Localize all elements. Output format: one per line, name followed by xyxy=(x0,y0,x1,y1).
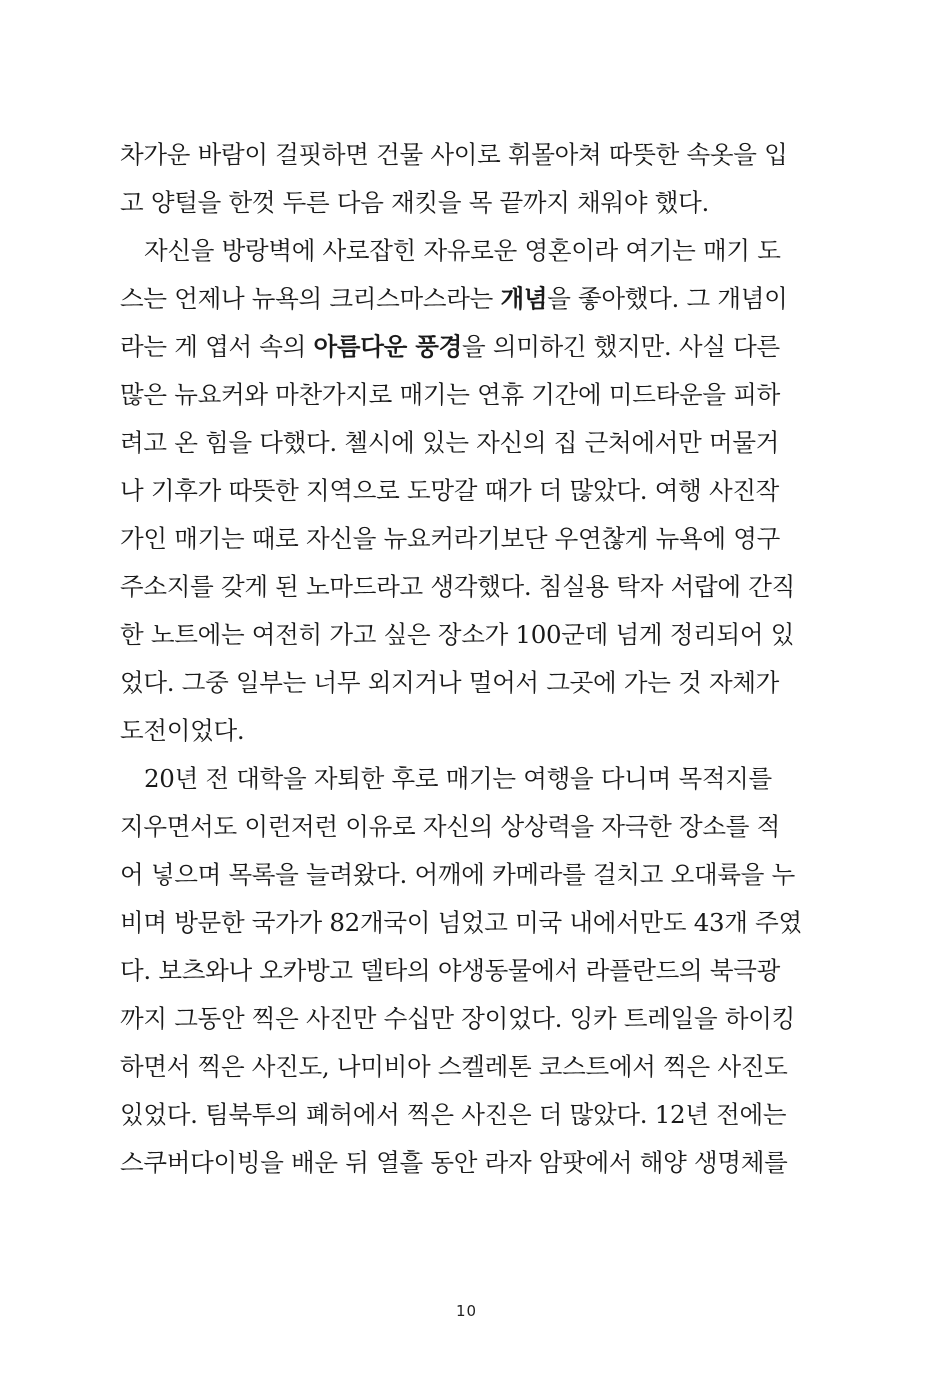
body-text xyxy=(120,131,802,1187)
text-segment: 자신을 방랑벽에 사로잡힌 자유로운 영혼이라 여기는 매기 도 xyxy=(144,236,781,265)
text-segment: 한 노트에는 여전히 가고 싶은 장소가 100군데 넘게 정리되어 있 xyxy=(120,620,795,649)
text-segment: 을 의미하긴 했지만. 사실 다른 xyxy=(461,332,780,361)
text-line xyxy=(120,1139,788,1187)
text-line xyxy=(120,227,781,275)
text-segment: 도전이었다. xyxy=(120,716,245,745)
text-segment: 다. 보츠와나 오카방고 델타의 야생동물에서 라플란드의 북극광 xyxy=(120,956,780,985)
text-line xyxy=(120,323,780,371)
text-line xyxy=(120,899,802,947)
text-segment: 차가운 바람이 걸핏하면 건물 사이로 휘몰아쳐 따뜻한 속옷을 입 xyxy=(120,140,788,169)
text-segment: 고 양털을 한껏 두른 다음 재킷을 목 끝까지 채워야 했다. xyxy=(120,188,709,217)
text-line xyxy=(120,419,780,467)
text-line xyxy=(120,515,780,563)
text-line xyxy=(120,707,752,755)
text-segment: 20년 전 대학을 자퇴한 후로 매기는 여행을 다니며 목적지를 xyxy=(144,764,772,793)
text-segment: 어 넣으며 목록을 늘려왔다. 어깨에 카메라를 걸치고 오대륙을 누 xyxy=(120,860,795,889)
text-segment: 을 좋아했다. 그 개념이 xyxy=(547,284,788,313)
text-segment: 주소지를 갖게 된 노마드라고 생각했다. 침실용 탁자 서랍에 간직 xyxy=(120,572,795,601)
paragraph xyxy=(120,131,788,227)
paragraph xyxy=(120,227,795,755)
text-line xyxy=(120,851,795,899)
text-segment: 스는 언제나 뉴욕의 크리스마스라는 xyxy=(120,284,501,313)
text-line xyxy=(120,755,772,803)
text-segment: 있었다. 팀북투의 폐허에서 찍은 사진은 더 많았다. 12년 전에는 xyxy=(120,1100,787,1129)
paragraph xyxy=(120,755,802,1187)
text-segment: 많은 뉴요커와 마찬가지로 매기는 연휴 기간에 미드타운을 피하 xyxy=(120,380,780,409)
text-line xyxy=(120,947,780,995)
text-line xyxy=(120,275,788,323)
text-segment: 비며 방문한 국가가 82개국이 넘었고 미국 내에서만도 43개 주였 xyxy=(120,908,802,937)
text-segment: 까지 그동안 찍은 사진만 수십만 장이었다. 잉카 트레일을 하이킹 xyxy=(120,1004,795,1033)
text-line xyxy=(120,611,795,659)
text-line xyxy=(120,803,780,851)
emphasized-text: 개념 xyxy=(500,284,548,313)
emphasized-text: 아름다운 풍경 xyxy=(313,332,462,361)
text-line xyxy=(120,179,752,227)
text-segment: 스쿠버다이빙을 배운 뒤 열흘 동안 라자 암팟에서 해양 생명체를 xyxy=(120,1148,788,1177)
text-line xyxy=(120,563,795,611)
text-line xyxy=(120,371,780,419)
text-line xyxy=(120,659,780,707)
text-segment: 지우면서도 이런저런 이유로 자신의 상상력을 자극한 장소를 적 xyxy=(120,812,780,841)
text-line xyxy=(120,995,795,1043)
text-segment: 하면서 찍은 사진도, 나미비아 스켈레톤 코스트에서 찍은 사진도 xyxy=(120,1052,788,1081)
text-line xyxy=(120,1043,788,1091)
text-segment: 었다. 그중 일부는 너무 외지거나 멀어서 그곳에 가는 것 자체가 xyxy=(120,668,780,697)
text-segment: 나 기후가 따뜻한 지역으로 도망갈 때가 더 많았다. 여행 사진작 xyxy=(120,476,780,505)
text-segment: 가인 매기는 때로 자신을 뉴요커라기보단 우연찮게 뉴욕에 영구 xyxy=(120,524,780,553)
text-segment: 려고 온 힘을 다했다. 첼시에 있는 자신의 집 근처에서만 머물거 xyxy=(120,428,780,457)
text-line xyxy=(120,131,788,179)
text-segment: 라는 게 엽서 속의 xyxy=(120,332,314,361)
page-number: 10 xyxy=(455,1302,478,1320)
text-line xyxy=(120,1091,787,1139)
text-line xyxy=(120,467,780,515)
